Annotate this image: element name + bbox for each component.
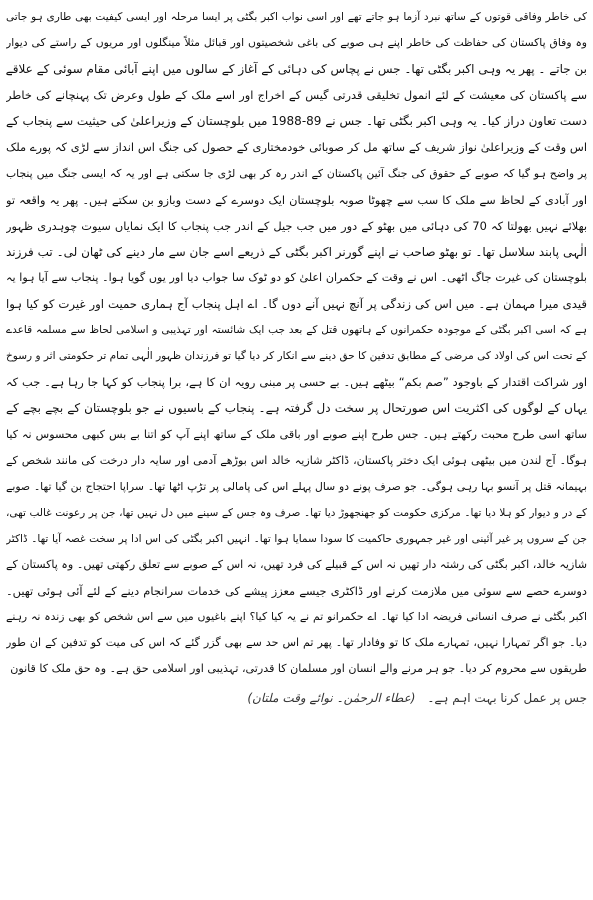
- text-line: اکبر بگٹی نے صرف انسانی فریضہ ادا کیا تھا۔ اے حکمرانو تم نے یہ کیا کیا؟ اپنے باغیوں میں سے اس شخص کو بھی زندہ نہ رہنے: [6, 610, 587, 624]
- text-line: بن جاتے ۔ پھر یہ وہی اکبر بگٹی تھا۔ جس نے پچاس کی دہائی کے آغاز کے سالوں میں اپنے آبائی مقام سوئی کے علاقے: [6, 62, 587, 77]
- text-line: یہاں کے لوگوں کی اکثریت اس صورتحال پر سخت دل گرفتہ ہے۔ پنجاب کے باسیوں نے جو بلوچستان کے بچے بچے کے: [6, 401, 587, 416]
- text-line: دیا۔ جو اگر تمہارا نہیں، تمہارے ملک کا تو وفادار تھا۔ پھر تم اس حد سے بھی گزر گئے کہ اس کی میت کو تدفین کے ان طور: [6, 636, 587, 650]
- text-line: سے پاکستان کی معیشت کے لئے انمول تخلیقی قدرتی گیس کے اخراج اور اسے ملک کے طول وعرض تک پہنچانے کی خاطر: [6, 88, 587, 103]
- text-line: اور آبادی کے لحاظ سے ملک کا سب سے چھوٹا صوبہ بلوچستان ایک دوسرے کے دست وبازو بن سکتے ہیں۔ پھر یہ واقعہ تو: [6, 192, 587, 207]
- text-line: شازیہ خالد، اکبر بگٹی کی رشتہ دار تھیں نہ اس کے قبیلے کی فرد تھیں، نہ اس کے صوبے سے تعلق رکھتی تھیں۔ وہ پاکستان کے: [6, 557, 587, 571]
- text-line: کے تحت اس کی اولاد کی مرضی کے مطابق تدفین کا حق دینے سے انکار کر دیا گیا تو فرزندان ظہور الٰہی تمام تر حکومتی اثر و رسوخ: [6, 350, 587, 363]
- article-body: [6, 4, 587, 682]
- text-line: جن کے سروں پر غیر آئینی اور غیر جمہوری حاکمیت کا سودا سمایا ہوا تھا۔ انہیں اکبر بگٹی کی اس ادا پر سخت غصہ آیا تھا۔ ڈاکٹر: [6, 532, 587, 545]
- footer-text: جس پر عمل کرنا بہت اہم ہے۔: [427, 691, 587, 706]
- text-line: کے در و دیوار کو ہلا دیا تھا۔ مرکزی حکومت کو جھنجھوڑ دیا تھا۔ صرف وہ جس کے سینے میں دل نہیں تھا، جن پر رعونت غالب تھی،: [6, 506, 587, 519]
- text-line: ساتھ اسی طرح محبت رکھتے ہیں۔ جس طرح اپنے صوبے اور باقی ملک کے ساتھ اپنے آپ کو اتنا بے بس کبھی محسوس نہ کیا: [6, 427, 587, 441]
- text-line: بھلائے نہیں بھولتا کہ 70 کی دہائی میں بھٹو کے دور میں جب جیل کے اندر جب پنجاب کا ایک نمایاں سیوت چوہدری ظہور: [6, 218, 587, 233]
- text-line: دست تعاون دراز کیا۔ یہ وہی اکبر بگٹی تھا۔ جس نے 89-1988 میں بلوچستان کے وزیراعلیٰ کی حیثیت سے پنجاب کے: [6, 114, 587, 129]
- text-line: بہیمانہ قتل پر آنسو بہا رہی ہوگی۔ جو صرف پونے دو سال پہلے اس کی پامالی پر تڑپ اٹھا تھا۔ سراپا احتجاج بن گیا تھا۔ صوبے: [6, 479, 587, 493]
- text-line: بلوچستان کی غیرت جاگ اٹھی۔ اس نے وقت کے حکمران اعلیٰ کو دو ٹوک سا جواب دیا اور یوں گویا ہوا۔ پنجاب سے آیا ہوا یہ: [6, 270, 587, 284]
- article-footer: [6, 686, 587, 710]
- text-line: اور شراکت اقتدار کے باوجود ”صم بکم“ بیٹھے ہیں۔ بے حسی پر مبنی رویہ ان کا ہے، برا پنجاب کو کہا جا رہا ہے۔ جب کہ: [6, 375, 587, 390]
- text-line: طریقوں سے محروم کر دیا۔ جو ہر مرنے والے انسان اور مسلمان کا قدرتی، تہذیبی اور اسلامی حق ہے۔ وہ حق ملک کا قانون: [10, 662, 587, 676]
- text-line: قیدی میرا مہمان ہے۔ میں اس کی زندگی پر آنچ نہیں آنے دوں گا۔ اے اہل پنجاب آج ہماری حمیت اور غیرت کو کیا ہوا: [6, 297, 587, 312]
- text-line: ہے کہ اسی اکبر بگٹی کے موجودہ حکمرانوں کے ہاتھوں قتل کے بعد جب ایک شائستہ اور تہذیبی و اسلامی لحاظ سے مسلمہ قاعدے: [6, 324, 587, 337]
- author-credit: (عطاء الرحمٰن۔ نوائے وقت ملتان): [247, 691, 416, 706]
- text-line: ہوگا۔ آج لندن میں بیٹھی ہوئی ایک دختر پاکستان، ڈاکٹر شازیہ خالد اس بوڑھے آدمی اور سایہ دار درخت کی مانند شخص کے: [6, 453, 587, 467]
- text-line: وہ وفاق پاکستان کی حفاظت کی خاطر اپنے ہی صوبے کی باغی شخصیتوں اور قبائل مثلاً مینگلوں اور مریوں کے راستے کی دیوار: [6, 36, 587, 50]
- text-line: دوسرے حصے سے سوئی میں ملازمت کرنے اور ڈاکٹری جیسے معزز پیشے کی خدمات سرانجام دینے کے لئے آئی ہوئی تھیں۔: [6, 584, 587, 599]
- text-line: الٰہی پابند سلاسل تھا۔ تو بھٹو صاحب نے اپنے گورنر اکبر بگٹی کے ذریعے اسے جان سے مار دینے کی ٹھان لی۔ تب فرزند: [6, 244, 587, 259]
- text-line: اس وقت کے وزیراعلیٰ نواز شریف کے ساتھ مل کر صوبائی خودمختاری کے حصول کی جنگ اس انداز سے لڑی کہ پورے ملک: [6, 140, 587, 155]
- text-line: پر واضح ہو گیا کہ صوبے کے حقوق کی جنگ آئین پاکستان کے اندر رہ کر بھی لڑی جا سکتی ہے اور یہ کہ ایسی جنگ میں پنجاب: [6, 166, 587, 180]
- text-line: کی خاطر وفاقی قوتوں کے ساتھ نبرد آزما ہو جاتے تھے اور اسی نواب اکبر بگٹی پر ایسا مرحلہ اور ایسی کیفیت بھی طاری ہو جاتی: [6, 11, 587, 23]
